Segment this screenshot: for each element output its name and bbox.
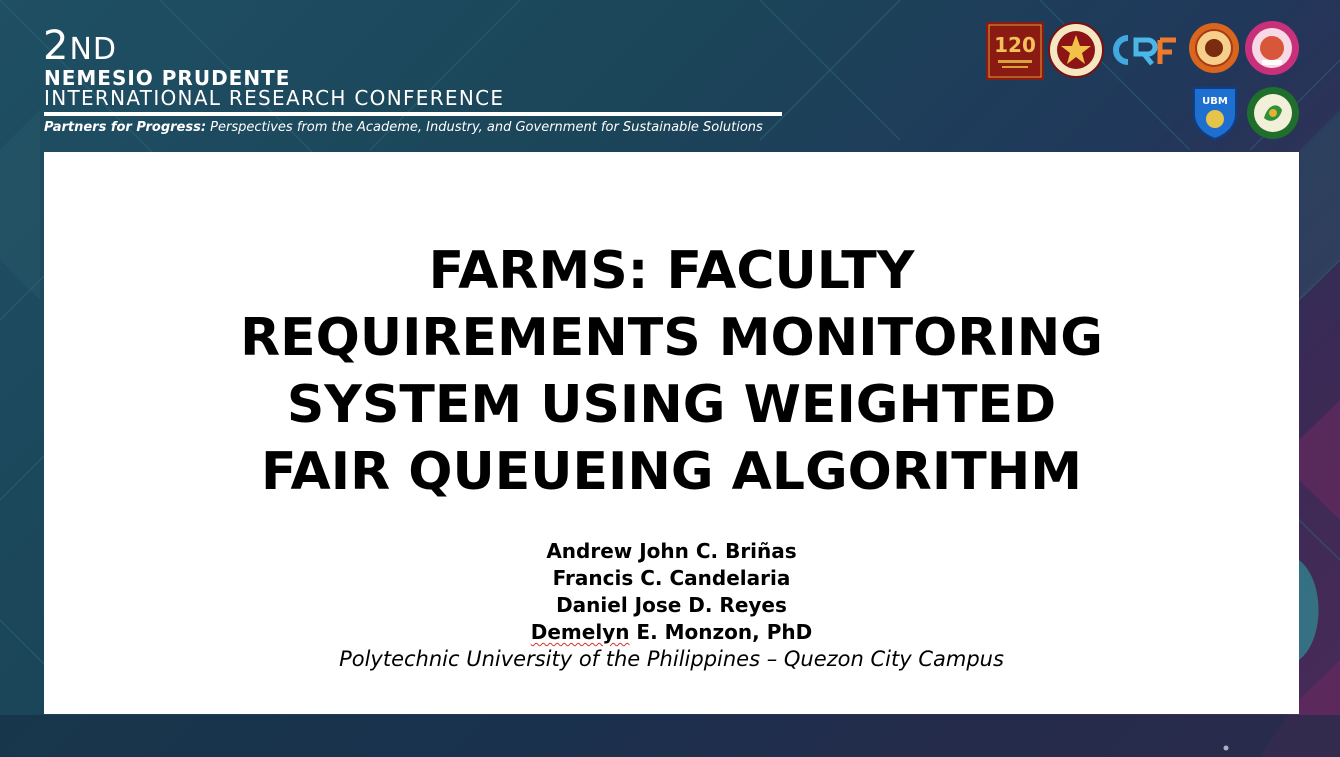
title-line: REQUIREMENTS MONITORING [240,308,1103,368]
title-line: FARMS: FACULTY [428,241,915,301]
gear-seal-logo-icon [1188,22,1240,74]
ubm-shield-logo-icon [1190,84,1240,140]
author-name: Daniel Jose D. Reyes [556,593,787,617]
header-divider [44,112,782,116]
partner-logos [984,20,1304,145]
conference-subtitle: INTERNATIONAL RESEARCH CONFERENCE [44,86,505,110]
title-line: SYSTEM USING WEIGHTED [286,375,1057,435]
slide-title [44,238,1299,506]
conference-number: 2ND [43,23,117,69]
author-list [44,538,1299,673]
state-university-seal-icon [1246,86,1300,140]
anniversary-120-logo-icon [986,22,1044,80]
conference-header [0,0,1340,152]
title-slide-card [44,152,1299,714]
author-name: Demelyn E. Monzon, PhD [530,620,813,644]
conference-name: NEMESIO PRUDENTE [44,66,291,90]
svg-text:120: 120 [994,33,1036,57]
conference-theme: Partners for Progress: Perspectives from the Academe, Industry, and Government for Sustainable Solutions [44,120,763,135]
svg-text:UBM: UBM [1202,96,1228,107]
affiliation: Polytechnic University of the Philippines – Quezon City Campus [339,647,1004,671]
author-name: Andrew John C. Briñas [546,539,797,563]
title-line: FAIR QUEUEING ALGORITHM [260,442,1083,502]
spellcheck-underline: Demelyn [530,620,630,644]
university-seal-icon [1048,22,1104,78]
author-name: Francis C. Candelaria [552,566,791,590]
crf-logo-icon [1110,30,1180,70]
pink-gear-seal-logo-icon [1244,20,1300,76]
